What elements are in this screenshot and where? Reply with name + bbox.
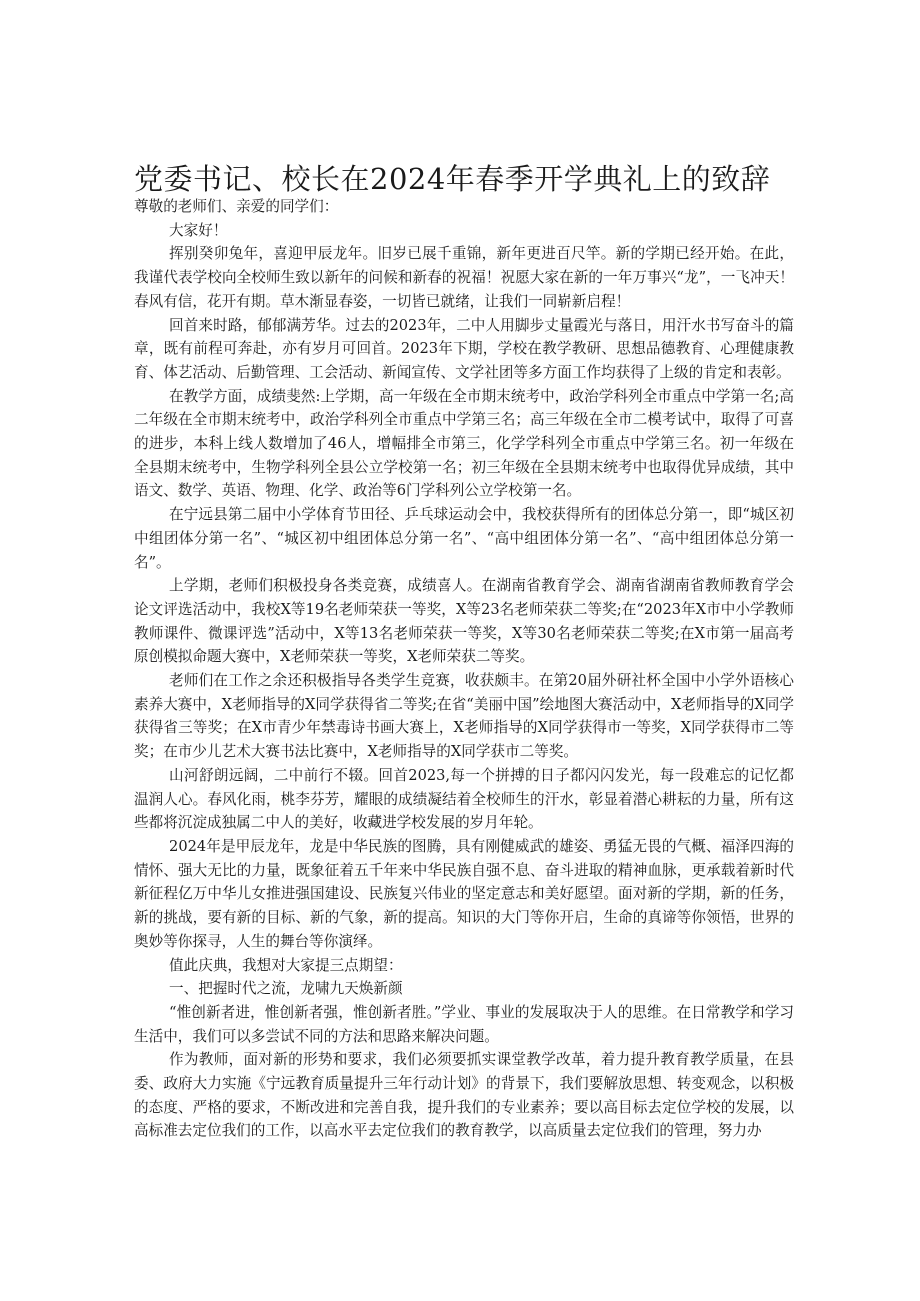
paragraph: 挥别癸卯兔年，喜迎甲辰龙年。旧岁已展千重锦，新年更进百尺竿。新的学期已经开始。在此，我谨代表学校向全校师生致以新年的问候和新春的祝福！祝愿大家在新的一年万事兴“龙”，一飞冲天！春风有信，花开有期。草木渐显春姿，一切皆已就绪，让我们一同崭新启程！: [134, 245, 794, 310]
paragraph: 作为教师，面对新的形势和要求，我们必须要抓实课堂教学改革，着力提升教育教学质量，在县委、政府大力实施《宁远教育质量提升三年行动计划》的背景下，我们要解放思想、转变观念，以积极的态度、严格的要求，不断改进和完善自我，提升我们的专业素养；要以高目标去定位学校的发展，以高标准去定位我们的工作，以高水平去定位我们的教育教学，以高质量去定位我们的管理，努力办: [134, 1051, 794, 1140]
document-body: [134, 195, 794, 1143]
paragraph: 值此庆典，我想对大家提三点期望：: [169, 956, 403, 974]
section-heading: 一、把握时代之流，龙啸九天焕新颜: [169, 980, 403, 998]
paragraph: 上学期，老师们积极投身各类竞赛，成绩喜人。在湖南省教育学会、湖南省湖南省教师教育学会论文评选活动中，我校X等19名老师荣获一等奖，X等23名老师荣获二等奖;在“2023年X市中小学教师教师课件、微课评选”活动中，X等13名老师荣获一等奖，X等30名老师荣获二等奖;在X市第一届高考原创模拟命题大赛中，X老师荣获一等奖，X老师荣获二等奖。: [134, 577, 794, 666]
salutation: 尊敬的老师们、亲爱的同学们：: [134, 198, 339, 215]
paragraph: 2024年是甲辰龙年，龙是中华民族的图腾，具有刚健威武的雄姿、勇猛无畏的气概、福泽四海的情怀、强大无比的力量，既象征着五千年来中华民族自强不息、奋斗进取的精神血脉，更承载着新时代新征程亿万中华儿女推进强国建设、民族复兴伟业的坚定意志和美好愿望。面对新的学期，新的任务，新的挑战，要有新的目标、新的气象，新的提高。知识的大门等你开启，生命的真谛等你领悟，世界的奥妙等你探寻，人生的舞台等你演绎。: [134, 837, 794, 950]
paragraph: 老师们在工作之余还积极指导各类学生竞赛，收获颇丰。在第20届外研社杯全国中小学外语核心素养大赛中，X老师指导的X同学获得省二等奖;在省“美丽中国”绘地图大赛活动中，X老师指导的X同学获得省三等奖；在X市青少年禁毒诗书画大赛上，X老师指导的X同学获得市一等奖，X同学获得市二等奖；在市少儿艺术大赛书法比赛中，X老师指导的X同学获市二等奖。: [134, 672, 794, 761]
paragraph: “惟创新者进，惟创新者强，惟创新者胜。”学业、事业的发展取决于人的思维。在日常教学和学习生活中，我们可以多尝试不同的方法和思路来解决问题。: [134, 1003, 794, 1045]
paragraph: 在教学方面，成绩斐然:上学期，高一年级在全市期末统考中，政治学科列全市重点中学第一名;高二年级在全市期末统考中，政治学科列全市重点中学第三名；高三年级在全市二模考试中，取得了可喜的进步，本科上线人数增加了46人，增幅排全市第三，化学学科列全市重点中学第三名。初一年级在全县期末统考中，生物学科列全县公立学校第一名；初三年级在全县期末统考中也取得优异成绩，其中语文、数学、英语、物理、化学、政治等6门学科列公立学校第一名。: [134, 387, 794, 500]
page-title: 党委书记、校长在2024年春季开学典礼上的致辞: [134, 162, 771, 197]
paragraph: 回首来时路，郁郁满芳华。过去的2023年，二中人用脚步丈量霞光与落日，用汗水书写奋斗的篇章，既有前程可奔赴，亦有岁月可回首。2023年下期，学校在教学教研、思想品德教育、心理健康教育、体艺活动、后勤管理、工会活动、新闻宣传、文学社团等多方面工作均获得了上级的肯定和表彰。: [134, 316, 794, 381]
paragraph-greeting: 大家好！: [169, 221, 228, 239]
paragraph: 在宁远县第二届中小学体育节田径、乒乓球运动会中，我校获得所有的团体总分第一，即“城区初中组团体分第一名”、“城区初中组团体总分第一名”、“高中组团体分第一名”、“高中组团体总分第一名”。: [134, 506, 794, 571]
paragraph: 山河舒朗远阔，二中前行不辍。回首2023,每一个拼搏的日子都闪闪发光，每一段难忘的记忆都温润人心。春风化雨，桃李芬芳，耀眼的成绩凝结着全校师生的汗水，彰显着潜心耕耘的力量，所有这些都将沉淀成独属二中人的美好，收藏进学校发展的岁月年轮。: [134, 766, 794, 832]
